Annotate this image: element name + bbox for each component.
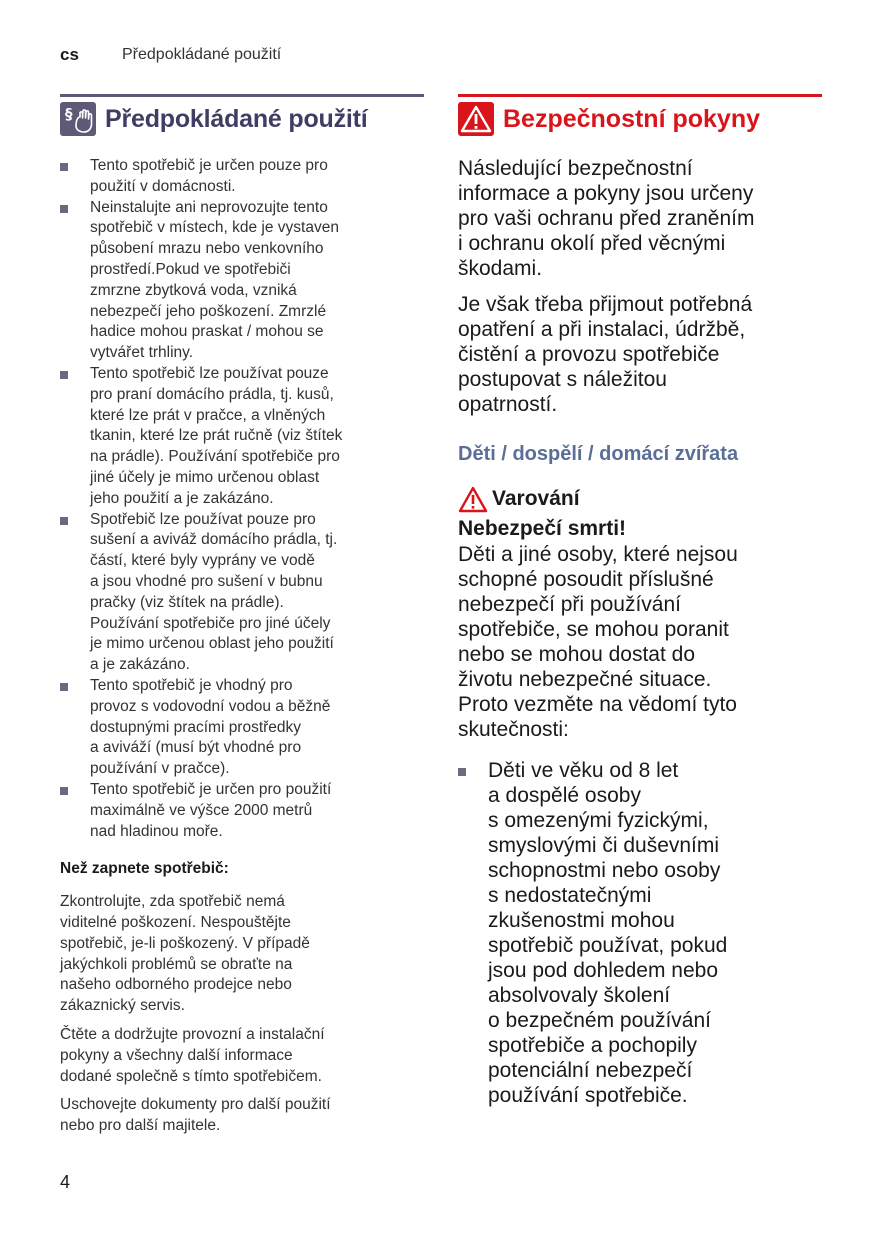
text-line: a je zakázáno. [90,656,190,674]
svg-text:§: § [65,105,73,123]
text-line: i ochranu okolí před věcnými [458,232,726,255]
text-line: používání spotřebiče. [488,1084,688,1107]
paragraph [60,1025,424,1087]
text-line: použití v domácnosti. [90,177,236,195]
text-line: spotřebič v místech, kde je vystaven [90,219,339,237]
list-item [60,780,424,842]
text-line: našeho odborného prodejce nebo [60,976,292,994]
text-line: nebezpečí jeho poškození. Zmrzlé [90,302,327,320]
before-start-paragraphs [60,892,424,1137]
text-line: provoz s vodovodní vodou a běžně [90,697,331,715]
running-header [60,44,420,66]
text-line: Zkontrolujte, zda spotřebič nemá [60,893,285,911]
text-line: částí, které byly vyprány ve vodě [90,552,315,570]
text-line: Neinstalujte ani neprovozujte tento [90,198,328,216]
text-line: škodami. [458,257,543,280]
section-heading-safety [458,102,822,136]
section-rule [60,94,424,97]
text-line: dostupnými pracími prostředky [90,718,302,736]
text-line: viditelné poškození. Nespouštějte [60,914,291,932]
text-line: Následující bezpečnostní [458,157,693,180]
list-item [60,510,424,676]
text-line: jsou pod dohledem nebo [488,959,719,982]
text-line: o bezpečném používání [488,1009,711,1032]
page-number: 4 [60,1172,71,1192]
text-line: Používání spotřebiče pro jiné účely [90,614,331,632]
text-line: Spotřebič lze používat pouze pro [90,510,316,528]
bullet-square-icon [60,683,68,691]
text-line: pro praní domácího prádla, tj. kusů, [90,385,334,403]
text-line: působení mrazu nebo venkovního [90,240,324,258]
section-heading-intended-use [60,102,424,136]
text-line: prostředí.Pokud ve spotřebiči [90,260,291,278]
paragraph [60,1095,424,1137]
text-line: je mimo určenou oblast jeho použití [90,635,334,653]
text-line: informace a pokyny jsou určeny [458,182,754,205]
left-column [60,94,424,1137]
list-item [458,758,822,1108]
text-line: smyslovými či duševními [488,834,720,857]
text-line: na prádle). Používání spotřebiče pro [90,448,340,466]
warning-heading [458,484,822,514]
text-line: spotřebiče a pochopily [488,1034,697,1057]
text-line: s omezenými fyzickými, [488,809,709,832]
text-line: Děti a jiné osoby, které nejsou [458,543,738,566]
section-title: Předpokládané použití [105,104,368,133]
bullet-square-icon [458,768,466,776]
list-item [60,676,424,780]
text-line: opatrností. [458,393,558,416]
bullet-square-icon [60,517,68,525]
text-line: spotřebič používat, pokud [488,934,728,957]
text-line: nebezpečí při používání [458,593,681,616]
text-line: a jsou vhodné pro sušení v bubnu [90,572,323,590]
warning-triangle-icon [458,102,494,136]
text-line: čistění a provozu spotřebiče [458,343,720,366]
list-item [60,198,424,364]
list-item [60,364,424,510]
list-item [60,156,424,198]
text-line: schopné posoudit příslušné [458,568,714,591]
text-line: které lze prát v pračce, a vlněných [90,406,326,424]
hand-paragraph-icon [60,102,96,136]
text-line: jakýchkoli problémů se obraťte na [60,955,293,973]
section-rule [458,94,822,97]
text-line: a dospělé osoby [488,784,641,807]
text-line: spotřebič, je-li poškozený. V případě [60,934,310,952]
warning-label: Varování [492,487,580,510]
text-line: používání v pračce). [90,760,230,778]
text-line: Čtěte a dodržujte provozní a instalační [60,1026,325,1044]
danger-title: Nebezpečí smrti! [458,517,627,540]
text-line: sušení a aviváž domácího prádla, tj. [90,531,338,549]
language-code: cs [60,45,79,64]
text-line: pro vaši ochranu před zraněním [458,207,755,230]
paragraph [60,892,424,1017]
text-line: s nedostatečnými [488,884,652,907]
text-line: pračky (viz štítek na prádle). [90,593,284,611]
section-title: Bezpečnostní pokyny [503,104,760,133]
text-line: tkanin, které lze prát ručně (viz štítek [90,427,343,445]
text-line: nebo pro další majitele. [60,1117,221,1135]
right-column [458,94,822,1108]
text-line: pokyny a všechny další informace [60,1046,293,1064]
subsection-title: Děti / dospělí / domácí zvířata [458,443,739,465]
text-line: Je však třeba přijmout potřebná [458,293,753,316]
safety-intro-paragraphs [458,156,822,417]
text-line: Tento spotřebič je určen pouze pro [90,157,328,174]
text-line: a aviváží (musí být vhodné pro [90,739,302,757]
text-line: zkušenostmi mohou [488,909,675,932]
text-line: Tento spotřebič je vhodný pro [90,676,293,694]
text-line: spotřebiče, se mohou poranit [458,618,729,641]
text-line: postupovat s náležitou [458,368,667,391]
text-line: jeho použití a je zakázáno. [90,489,274,507]
paragraph [458,292,822,417]
text-line: vytvářet trhliny. [90,344,194,362]
bullet-square-icon [60,787,68,795]
children-safety-list [458,758,822,1108]
bullet-square-icon [60,163,68,171]
text-line: nad hladinou moře. [90,822,223,840]
text-line: Tento spotřebič je určen pro použití [90,780,332,798]
text-line: Proto vezměte na vědomí tyto [458,693,737,716]
text-line: jiné účely je mimo určenou oblast [90,468,320,486]
warning-text [458,542,822,742]
text-line: dodané společně s tímto spotřebičem. [60,1067,322,1085]
subheading-before-start: Než zapnete spotřebič: [60,860,229,878]
intended-use-list [60,156,424,842]
bullet-square-icon [60,371,68,379]
warning-small-icon [458,486,488,513]
text-line: zákaznický servis. [60,997,185,1015]
text-line: opatření a při instalaci, údržbě, [458,318,746,341]
text-line: zmrzne zbytková voda, vzniká [90,281,297,299]
text-line: Děti ve věku od 8 let [488,759,679,782]
text-line: hadice mohou praskat / mohou se [90,323,324,341]
text-line: potenciální nebezpečí [488,1059,693,1082]
text-line: Uschovejte dokumenty pro další použití [60,1096,331,1114]
text-line: schopnostmi nebo osoby [488,859,721,882]
text-line: životu nebezpečné situace. [458,668,712,691]
text-line: skutečnosti: [458,718,569,741]
paragraph [458,156,822,281]
text-line: Tento spotřebič lze používat pouze [90,364,329,382]
bullet-square-icon [60,205,68,213]
text-line: absolvovaly školení [488,984,671,1007]
text-line: maximálně ve výšce 2000 metrů [90,801,313,819]
text-line: nebo se mohou dostat do [458,643,696,666]
running-header-title: Předpokládané použití [122,46,282,63]
